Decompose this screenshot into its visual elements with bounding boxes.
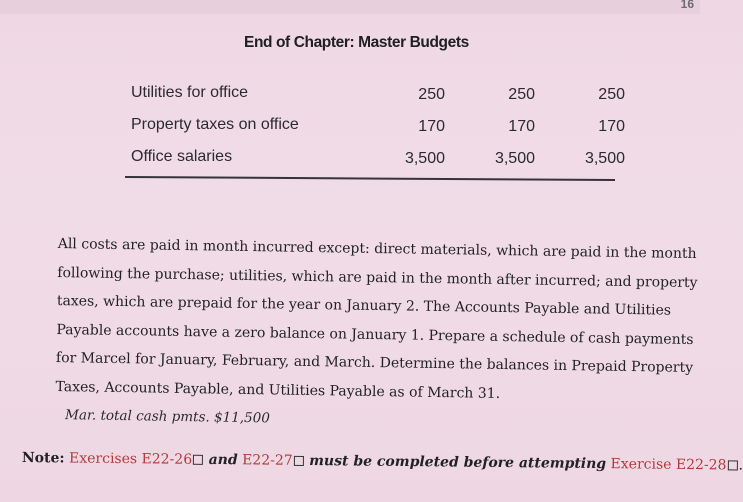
note-middle-text: must be completed before attempting bbox=[309, 453, 607, 473]
cell-january: 170 bbox=[418, 118, 445, 135]
row-label: Property taxes on office bbox=[131, 116, 299, 133]
cell-march: 250 bbox=[598, 86, 625, 103]
note-end: . bbox=[738, 457, 743, 474]
row-label: Utilities for office bbox=[131, 84, 249, 101]
table-row bbox=[125, 84, 625, 116]
cell-january: 3,500 bbox=[404, 150, 445, 167]
cell-february: 3,500 bbox=[494, 150, 535, 167]
exercise-link-e22-26[interactable]: Exercises E22-26 bbox=[68, 450, 193, 468]
cell-january: 250 bbox=[418, 86, 445, 103]
exercise-link-e22-27[interactable]: E22-27 bbox=[242, 452, 293, 469]
note-and: and bbox=[208, 451, 238, 469]
cell-march: 170 bbox=[598, 118, 625, 135]
row-label: Office salaries bbox=[131, 148, 233, 165]
paragraph-line: for Marcel for January, February, and March. Determine the balances in Prepaid Property bbox=[55, 349, 694, 376]
section-heading: End of Chapter: Master Budgets bbox=[244, 34, 469, 51]
paragraph-line: All costs are paid in month incurred except: direct materials, which are paid in the month bbox=[57, 235, 697, 263]
exercise-paragraph bbox=[55, 230, 698, 440]
budget-table bbox=[125, 84, 625, 180]
paragraph-line: taxes, which are prepaid for the year on January 2. The Accounts Payable and Utilities bbox=[56, 292, 672, 319]
link-box-icon bbox=[727, 460, 737, 470]
page-number: 16 bbox=[680, 0, 694, 11]
link-box-icon bbox=[193, 454, 203, 464]
link-box-icon bbox=[294, 455, 304, 465]
cell-february: 250 bbox=[508, 86, 535, 103]
top-strip bbox=[0, 0, 700, 14]
paragraph-line: following the purchase; utilities, which are paid in the month after incurred; and property bbox=[57, 264, 698, 291]
paragraph-line: Payable accounts have a zero balance on January 1. Prepare a schedule of cash payments bbox=[56, 321, 694, 348]
cell-february: 170 bbox=[508, 118, 535, 135]
exercise-link-e22-28[interactable]: Exercise E22-28 bbox=[610, 456, 727, 474]
check-answer: Mar. total cash pmts. $11,500 bbox=[64, 407, 270, 427]
table-row bbox=[125, 116, 625, 148]
note-label: Note: bbox=[21, 450, 65, 467]
paragraph-line: Taxes, Accounts Payable, and Utilities Payable as of March 31. bbox=[55, 378, 501, 402]
cell-march: 3,500 bbox=[584, 150, 625, 167]
table-row bbox=[125, 148, 625, 180]
exercise-note bbox=[21, 450, 743, 474]
